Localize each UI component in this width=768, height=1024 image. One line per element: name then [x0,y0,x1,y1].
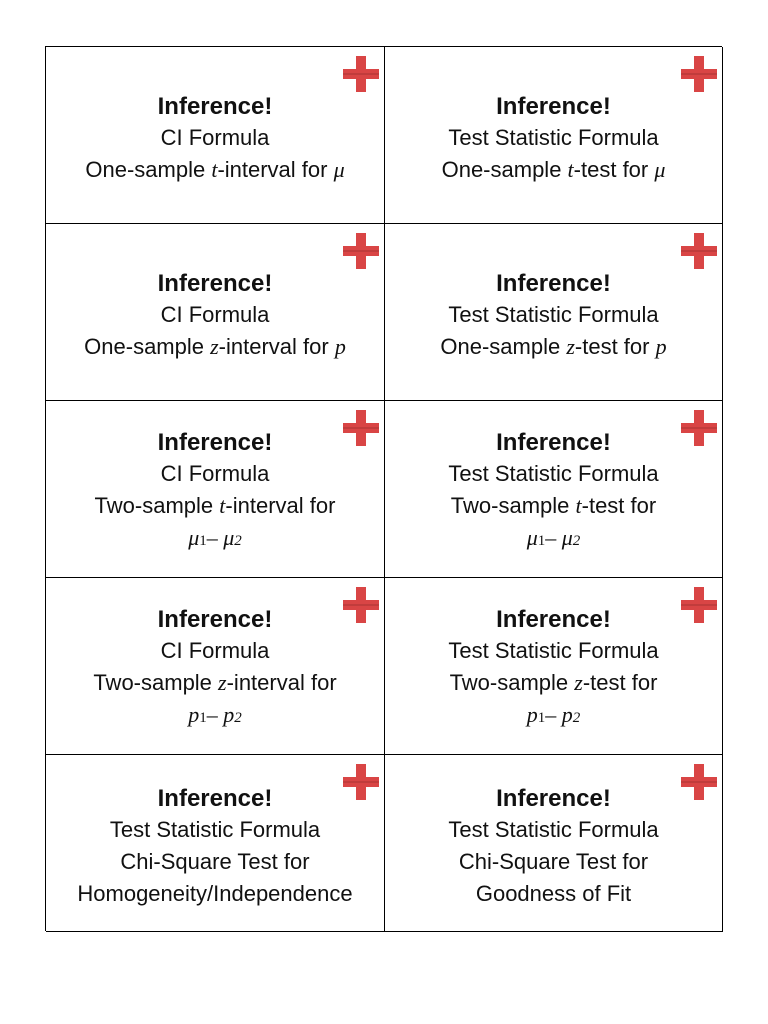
card-formula-type: Test Statistic Formula [448,301,659,327]
card-procedure: Two-sample t-test for [450,493,657,518]
card-formula-type: Test Statistic Formula [109,816,321,842]
card-sheet [45,46,722,931]
plus-icon [342,586,380,624]
card-procedure: Two-sample z-interval for [93,670,337,695]
card-ts-chi-square-gof [385,755,723,932]
card-formula-type: Test Statistic Formula [448,461,659,486]
card-procedure: Two-sample z-test for [449,670,658,695]
card-parameter: Homogeneity/Independence [77,880,353,906]
card-title: Inference! [157,92,273,120]
card-ci-one-sample-z [46,224,385,401]
card-title: Inference! [496,92,611,120]
plus-icon [680,586,718,624]
card-ts-two-sample-t [385,401,723,578]
card-ts-chi-square-homogeneity [46,755,385,932]
plus-icon [342,55,380,93]
card-title: Inference! [157,606,273,633]
card-parameter: p1– p2 [526,702,581,727]
card-procedure: Chi-Square Test for [120,848,310,874]
card-title: Inference! [157,429,273,456]
card-ci-two-sample-t [46,401,385,578]
card-ci-two-sample-z [46,578,385,755]
card-formula-type: CI Formula [160,638,270,663]
plus-icon [342,763,380,801]
card-title: Inference! [496,429,611,456]
card-title: Inference! [496,269,611,297]
card-formula-type: CI Formula [160,124,270,150]
card-parameter: μ1– μ2 [526,525,581,550]
card-title: Inference! [157,784,273,812]
plus-icon [680,409,718,447]
card-formula-type: Test Statistic Formula [448,816,659,842]
card-formula-type: Test Statistic Formula [448,124,659,150]
card-procedure: Chi-Square Test for [458,848,649,874]
card-parameter: Goodness of Fit [475,880,632,906]
card-procedure: Two-sample t-interval for [94,493,336,518]
card-parameter: p1– p2 [188,702,242,727]
plus-icon [342,232,380,270]
plus-icon [680,232,718,270]
card-parameter: μ1– μ2 [188,525,242,550]
card-ts-two-sample-z [385,578,723,755]
card-formula-type: CI Formula [160,461,270,486]
card-formula-type: CI Formula [160,301,270,327]
card-title: Inference! [496,606,611,633]
card-formula-type: Test Statistic Formula [448,638,659,663]
card-ts-one-sample-z [385,224,723,401]
card-procedure: One-sample t-interval for μ [85,156,345,182]
card-ci-one-sample-t [46,47,385,224]
card-procedure: One-sample z-interval for p [84,333,346,359]
plus-icon [680,763,718,801]
plus-icon [342,409,380,447]
card-procedure: One-sample z-test for p [440,333,667,359]
card-title: Inference! [157,269,273,297]
plus-icon [680,55,718,93]
card-ts-one-sample-t [385,47,723,224]
card-title: Inference! [496,784,611,812]
card-procedure: One-sample t-test for μ [441,156,666,182]
